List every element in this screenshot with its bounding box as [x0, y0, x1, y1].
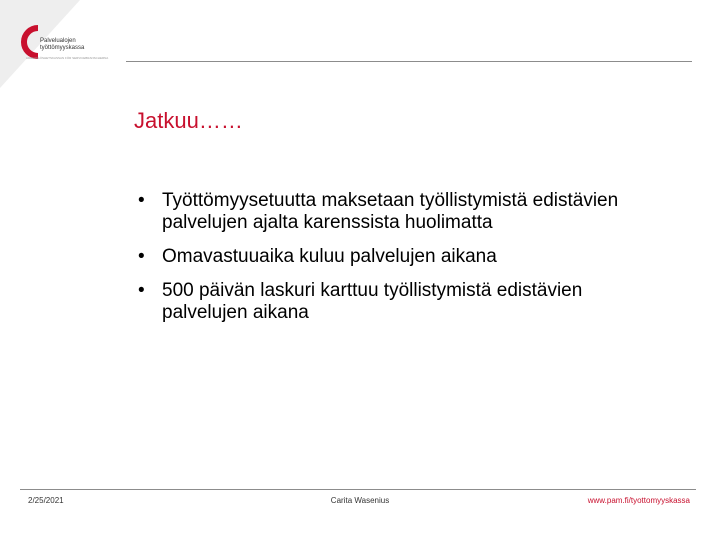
bullet-item [132, 190, 672, 234]
bullet-marker: • [138, 280, 145, 301]
bullet-text: 500 päivän laskuri karttuu työllistymistä edistävien palvelujen aikana [162, 280, 583, 323]
slide-title: Jatkuu…… [134, 108, 243, 133]
logo-subtitle: ARBETSLÖSHETSKASSAN FÖR SERVICEBRANSCHERNA [26, 56, 109, 60]
bullet-marker: • [138, 190, 145, 211]
company-logo [0, 0, 109, 90]
bullet-marker: • [138, 246, 145, 267]
logo-name: Palvelualojen työttömyyskassa [40, 38, 85, 51]
footer-url-link[interactable]: www.pam.fi/tyottomyyskassa [587, 496, 690, 505]
bullet-item [132, 280, 672, 324]
bullet-text: Työttömyysetuutta maksetaan työllistymistä edistävien palvelujen ajalta karenssista huolimatta [162, 190, 619, 233]
bullet-item [132, 246, 672, 268]
bullet-list [132, 190, 672, 336]
bullet-text: Omavastuuaika kuluu palvelujen aikana [162, 246, 497, 267]
footer-divider [20, 489, 696, 490]
footer-author: Carita Wasenius [330, 496, 390, 505]
header-divider [126, 61, 692, 62]
footer-date: 2/25/2021 [28, 496, 64, 505]
